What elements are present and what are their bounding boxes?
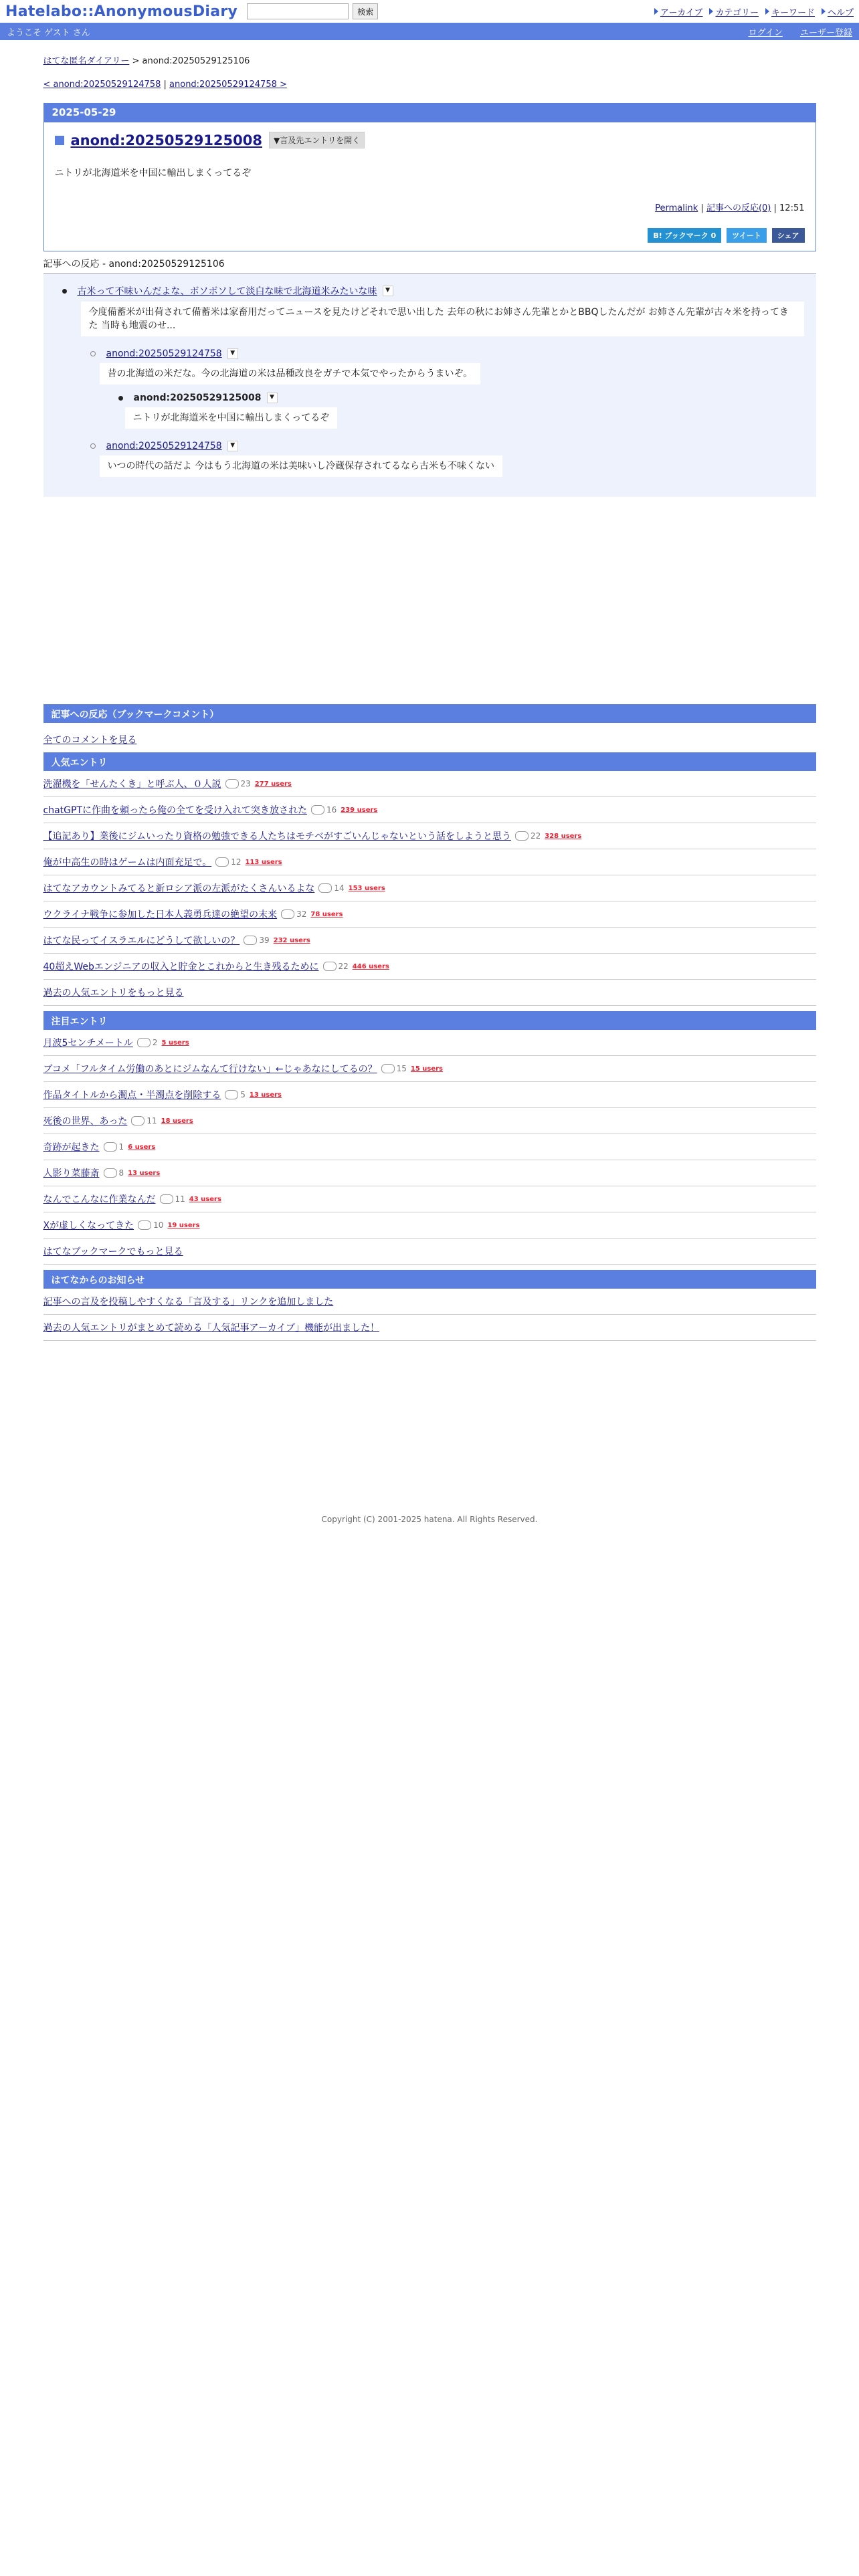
notable-entries-heading: 注目エントリ (43, 1011, 816, 1030)
register-link[interactable]: ユーザー登録 (799, 27, 852, 38)
users-badge[interactable]: 78 users (310, 910, 343, 918)
comment-count (225, 779, 251, 788)
users-badge[interactable]: 239 users (341, 806, 378, 814)
chevron-down-icon[interactable]: ▼ (227, 441, 238, 451)
entry-link[interactable]: chatGPTに作曲を頼ったら俺の全てを受け入れて突き放された (43, 805, 307, 816)
comment-count (215, 857, 241, 867)
entry-link[interactable]: 月波5センチメートル (43, 1038, 133, 1049)
comment-count (318, 883, 344, 893)
comment-bubble-icon (323, 962, 337, 971)
users-badge[interactable]: 13 users (128, 1169, 161, 1177)
news-heading: はてなからのお知らせ (43, 1270, 816, 1289)
header (0, 0, 859, 23)
comment-bubble-icon (225, 1090, 238, 1099)
entry-row (43, 1082, 816, 1108)
comment-bubble-icon (225, 779, 239, 788)
pager (43, 80, 816, 90)
users-badge[interactable]: 15 users (410, 1065, 443, 1073)
users-badge[interactable]: 6 users (128, 1143, 156, 1151)
users-badge[interactable]: 13 users (249, 1091, 282, 1099)
entry-link[interactable]: 【追記あり】業後にジムいったり資格の勉強できる人たちはモチベがすごいんじゃないという話をしようと思う (43, 831, 511, 842)
popular-entries-heading: 人気エントリ (43, 752, 816, 771)
arrow-right-icon (654, 8, 658, 15)
entry-date: 2025-05-29 (44, 104, 816, 122)
reaction-child1a-text: ニトリが北海道米を中国に輸出しまくってるぞ (125, 407, 338, 429)
entry-link[interactable]: 作品タイトルから濁点・半濁点を削除する (43, 1090, 221, 1101)
comment-count (137, 1038, 158, 1047)
entry-row (43, 823, 816, 849)
facebook-share-button[interactable]: シェア (772, 228, 805, 243)
chevron-down-icon[interactable]: ▼ (227, 348, 238, 359)
bullet-icon (90, 443, 96, 449)
news-link[interactable]: 記事への言及を投稿しやすくなる「言及する」リンクを追加しました (43, 1297, 334, 1307)
users-badge[interactable]: 18 users (161, 1117, 193, 1125)
comment-count-value: 11 (175, 1194, 185, 1204)
comment-count (104, 1168, 124, 1178)
comment-count (160, 1194, 185, 1204)
entry-body: ニトリが北海道米を中国に輸出しまくってるぞ (54, 168, 252, 179)
entry-row (43, 875, 816, 901)
users-badge[interactable]: 328 users (545, 832, 582, 840)
entry-meta (55, 201, 805, 213)
reaction-child1a-title: anond:20250529125008 (133, 393, 262, 403)
comment-count-value: 14 (334, 883, 345, 893)
comment-bubble-icon (281, 909, 294, 919)
entry-row (43, 1134, 816, 1160)
reactions-link[interactable]: 記事への反応(0) (706, 203, 771, 213)
comment-count (104, 1142, 124, 1152)
next-link[interactable]: anond:20250529124758 > (169, 80, 287, 90)
search-button[interactable]: 検索 (353, 3, 378, 19)
chevron-down-icon[interactable]: ▼ (267, 393, 278, 403)
nav-help[interactable]: ヘルプ (827, 7, 854, 18)
comment-count-value: 1 (118, 1142, 124, 1152)
news-link[interactable]: 過去の人気エントリがまとめて読める「人気記事アーカイブ」機能が出ました！ (43, 1323, 379, 1333)
comment-count-value: 39 (259, 936, 270, 945)
entry-row (43, 1186, 816, 1212)
entry-row (43, 928, 816, 954)
reaction-child (90, 348, 804, 385)
comment-count (225, 1090, 246, 1099)
entry-link[interactable]: 40超えWebエンジニアの収入と貯金とこれからと生き残るために (43, 962, 319, 972)
comment-count-value: 23 (240, 779, 251, 788)
entry-row (43, 771, 816, 797)
entry-row (43, 1056, 816, 1082)
comment-bubble-icon (104, 1168, 117, 1178)
prev-link[interactable]: < anond:20250529124758 (43, 80, 161, 90)
footer-copyright: Copyright (C) 2001-2025 hatena. All Rights Reserved. (321, 1515, 538, 1524)
reaction-child2-title[interactable]: anond:20250529124758 (106, 441, 222, 451)
nav-keyword[interactable]: キーワード (771, 7, 815, 18)
entry-link[interactable]: はてなアカウントみてると新ロシア派の左派がたくさんいるよな (43, 883, 315, 894)
entry-link[interactable]: Xが虚しくなってきた (43, 1220, 134, 1231)
comment-bubble-icon (104, 1142, 117, 1152)
chevron-down-icon[interactable]: ▼ (383, 286, 393, 296)
social-buttons (55, 228, 805, 243)
entry-row (43, 1030, 816, 1056)
comment-count (281, 909, 306, 919)
comment-count-value: 8 (118, 1168, 124, 1178)
news-item (43, 1289, 816, 1315)
nav-category[interactable]: カテゴリー (715, 7, 759, 18)
popular-entries-list (43, 771, 816, 980)
users-badge[interactable]: 153 users (348, 884, 385, 892)
entry-row (43, 849, 816, 875)
reaction-tree (43, 274, 816, 497)
bullet-icon (118, 396, 123, 401)
main-content (43, 40, 816, 1524)
entry-link[interactable]: ブコメ「フルタイム労働のあとにジムなんて行けない」←じゃあなにしてるの？ (43, 1064, 377, 1075)
entry-link[interactable]: はてな民ってイスラエルにどうして欲しいの？ (43, 936, 240, 946)
comment-count (131, 1116, 157, 1125)
reactions-heading: 記事への反応 - anond:20250529125106 (43, 257, 816, 274)
news-item (43, 1315, 816, 1341)
comment-count-value: 16 (326, 805, 337, 815)
permalink-link[interactable]: Permalink (655, 203, 698, 213)
breadcrumb (43, 53, 816, 66)
comment-count-value: 11 (147, 1116, 157, 1125)
popular-more-link[interactable]: 過去の人気エントリをもっと見る (43, 988, 184, 998)
entry-link[interactable]: なんでこんなに作業なんだ (43, 1194, 156, 1205)
reaction-root-title[interactable]: 古米って不味いんだよな、ボソボソして淡白な味で北海道米みたいな味 (77, 286, 377, 297)
entry-link[interactable]: ウクライナ戦争に参加した日本人義勇兵達の絶望の末来 (43, 909, 278, 920)
comment-count (515, 831, 541, 841)
comment-count-value: 22 (338, 962, 349, 971)
comment-count-value: 22 (530, 831, 541, 841)
bookmark-comments-heading: 記事への反応（ブックマークコメント） (43, 704, 816, 723)
notable-entries-list (43, 1030, 816, 1239)
entry-row (43, 1108, 816, 1134)
comment-count-value: 2 (152, 1038, 158, 1047)
welcome-text: ようこそ ゲスト さん (7, 27, 90, 38)
users-badge[interactable]: 43 users (189, 1195, 221, 1203)
comment-count-value: 15 (396, 1064, 407, 1073)
users-badge[interactable]: 19 users (167, 1221, 200, 1229)
nav-archive[interactable]: アーカイブ (660, 7, 703, 18)
notable-more-link[interactable]: はてなブックマークでもっと見る (43, 1247, 183, 1257)
site-logo[interactable]: Hatelabo::AnonymousDiary (5, 3, 238, 20)
entry-link[interactable]: 奇跡が起きた (43, 1142, 100, 1153)
reaction-child1-title[interactable]: anond:20250529124758 (106, 348, 222, 359)
comment-count (138, 1220, 163, 1230)
reaction-child2-text: いつの時代の話だよ 今はもう北海道の米は美味いし冷蔵保存されてるなら古米も不味くない (100, 455, 502, 477)
entry-link[interactable]: 俺が中高生の時はゲームは内面充足で。 (43, 857, 212, 868)
users-badge[interactable]: 232 users (273, 936, 310, 944)
hatena-bookmark-button[interactable]: B! ブックマーク 0 (648, 228, 721, 243)
comment-bubble-icon (318, 883, 332, 893)
reaction-grandchild (118, 393, 804, 429)
breadcrumb-home[interactable]: はてな匿名ダイアリー (43, 56, 130, 66)
entry-time: 12:51 (779, 203, 805, 213)
meta-separator: | (700, 203, 704, 213)
entry-row (43, 1212, 816, 1239)
reaction-root (62, 284, 804, 336)
meta-separator: | (773, 203, 777, 213)
comment-bubble-icon (244, 936, 257, 945)
entry-row (43, 954, 816, 980)
pager-separator: | (163, 80, 167, 90)
users-badge[interactable]: 446 users (352, 962, 389, 970)
comment-bubble-icon (137, 1038, 151, 1047)
comment-bubble-icon (138, 1220, 151, 1230)
comment-count (323, 962, 349, 971)
reaction-child1-text: 昔の北海道の米だな。今の北海道の米は品種改良をガチで本気でやったからうまいぞ。 (100, 363, 481, 385)
open-referenced-button[interactable]: ▼言及先エントリを開く (269, 132, 365, 148)
all-comments-link[interactable]: 全てのコメントを見る (43, 735, 137, 746)
entry-day (43, 103, 816, 251)
comment-bubble-icon (160, 1194, 173, 1204)
ad-space (43, 497, 816, 704)
user-bar (0, 23, 859, 40)
comment-count (244, 936, 269, 945)
comment-bubble-icon (131, 1116, 145, 1125)
comment-bubble-icon (215, 857, 229, 867)
entry-title[interactable]: anond:20250529125008 (70, 132, 262, 148)
bullet-icon (90, 351, 96, 356)
comment-count-value: 10 (153, 1220, 164, 1230)
login-link[interactable]: ログイン (748, 27, 783, 38)
comment-bubble-icon (311, 805, 324, 815)
users-badge[interactable]: 113 users (245, 858, 282, 866)
reaction-child (90, 441, 804, 477)
entry-link[interactable]: 人影り菜藤斎 (43, 1168, 100, 1179)
breadcrumb-separator: > (132, 56, 140, 66)
entry-square-icon (55, 136, 64, 145)
entry-row (43, 901, 816, 928)
comment-bubble-icon (515, 831, 529, 841)
comment-bubble-icon (381, 1064, 395, 1073)
comment-count-value: 32 (296, 909, 307, 919)
arrow-right-icon (822, 8, 826, 15)
entry-link[interactable]: 洗濯機を「せんたくき」と呼ぶ人、０人説 (43, 779, 221, 790)
breadcrumb-current: anond:20250529125106 (142, 56, 250, 66)
entry-row (43, 1160, 816, 1186)
bullet-icon (62, 289, 67, 294)
entry-link[interactable]: 死後の世界、あった (43, 1116, 128, 1127)
users-badge[interactable]: 277 users (254, 780, 292, 788)
arrow-right-icon (709, 8, 713, 15)
entry-row (43, 797, 816, 823)
tweet-button[interactable]: ツイート (727, 228, 766, 243)
comment-count-value: 12 (231, 857, 242, 867)
comment-count-value: 5 (240, 1090, 246, 1099)
comment-count (381, 1064, 407, 1073)
comment-count (311, 805, 337, 815)
reaction-root-text: 今度備蓄米が出荷されて備蓄米は家畜用だってニュースを見たけどそれで思い出した 去年の秋にお姉さん先輩とかとBBQしたんだが お姉さん先輩が古々米を持ってきた 当時も地震のせ... (81, 302, 804, 336)
users-badge[interactable]: 5 users (161, 1039, 189, 1047)
search-input[interactable] (247, 3, 349, 19)
header-nav (654, 5, 854, 18)
arrow-right-icon (765, 8, 769, 15)
